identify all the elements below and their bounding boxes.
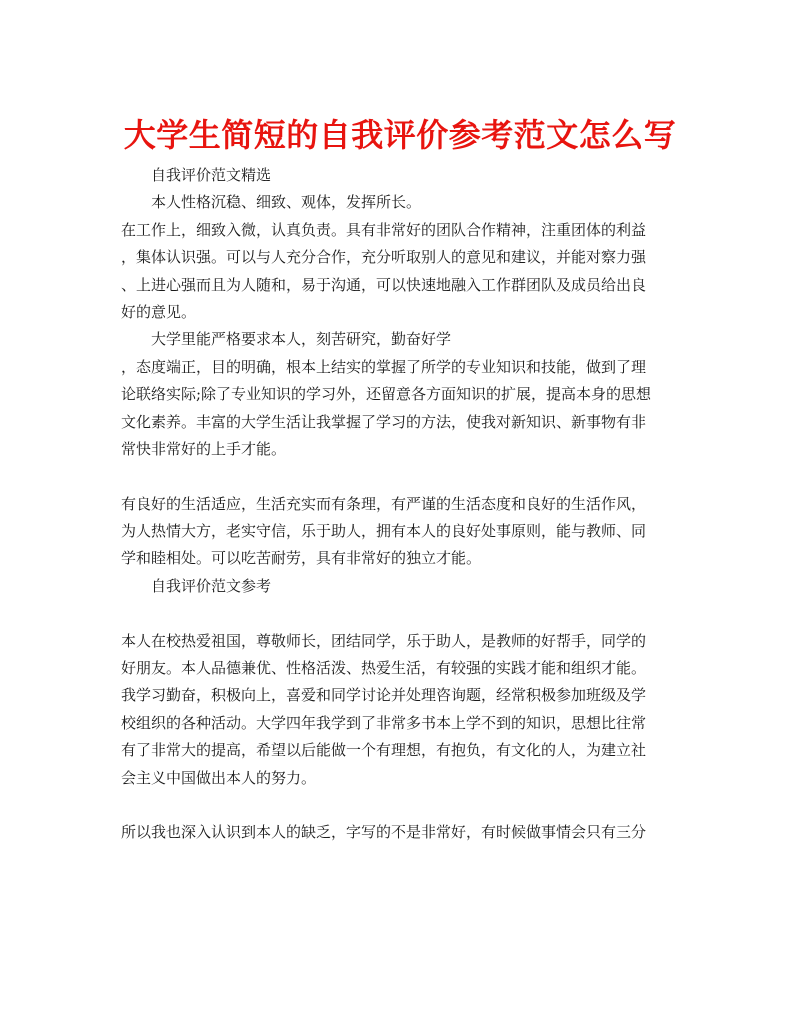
paragraph-line: 学和睦相处。可以吃苦耐劳，具有非常好的独立才能。: [121, 549, 482, 568]
paragraph-line: 为人热情大方，老实守信，乐于助人，拥有本人的良好处事原则，能与教师、同: [121, 522, 647, 541]
paragraph-gap: [121, 600, 681, 627]
paragraph-line: 有了非常大的提高，希望以后能做一个有理想，有抱负，有文化的人，为建立社: [121, 741, 647, 760]
paragraph-line: 好朋友。本人品德兼优、性格活泼、热爱生活，有较强的实践才能和组织才能。: [121, 659, 647, 678]
paragraph-line: 校组织的各种活动。大学四年我学到了非常多书本上学不到的知识，思想比往常: [121, 713, 647, 732]
paragraph-line: 我学习勤奋，积极向上，喜爱和同学讨论并处理咨询题，经常积极参加班级及学: [121, 686, 647, 705]
section-heading-selected: 自我评价范文精选: [151, 166, 272, 184]
paragraph-line: 有良好的生活适应，生活充实而有条理，有严谨的生活态度和良好的生活作风，: [121, 494, 647, 513]
paragraph-line: 论联络实际;除了专业知识的学习外，还留意各方面知识的扩展，提高本身的思想: [121, 385, 652, 404]
paragraph-gap: [121, 792, 681, 819]
paragraph-line: 会主义中国做出本人的努力。: [121, 768, 317, 787]
paragraph-line: 本人性格沉稳、细致、观体，发挥所长。: [151, 193, 422, 212]
paragraph-line: 常快非常好的上手才能。: [121, 439, 287, 458]
paragraph-line: ，态度端正，目的明确，根本上结实的掌握了所学的专业知识和技能，做到了理: [121, 357, 647, 376]
paragraph-line: 在工作上，细致入微，认真负责。具有非常好的团队合作精神，注重团体的利益: [121, 220, 647, 239]
paragraph-line: 本人在校热爱祖国，尊敬师长，团结同学，乐于助人，是教师的好帮手，同学的: [121, 631, 647, 650]
paragraph-line: ，集体认识强。可以与人充分合作，充分听取别人的意见和建议，并能对察力强: [121, 248, 647, 267]
paragraph-line: 、上进心强而且为人随和，易于沟通，可以快速地融入工作群团队及成员给出良: [121, 275, 647, 294]
paragraph-line: 文化素养。丰富的大学生活让我掌握了学习的方法，使我对新知识、新事物有非: [121, 412, 647, 431]
paragraph-gap: [121, 463, 681, 490]
paragraph-line: 所以我也深入认识到本人的缺乏，字写的不是非常好，有时候做事情会只有三分: [121, 823, 647, 842]
paragraph-line: 大学里能严格要求本人，刻苦研究，勤奋好学: [151, 330, 452, 349]
paragraph-line: 好的意见。: [121, 302, 197, 321]
section-heading-reference: 自我评价范文参考: [151, 576, 272, 595]
document-title: 大学生简短的自我评价参考范文怎么写: [123, 116, 677, 154]
document-body: [121, 162, 681, 847]
